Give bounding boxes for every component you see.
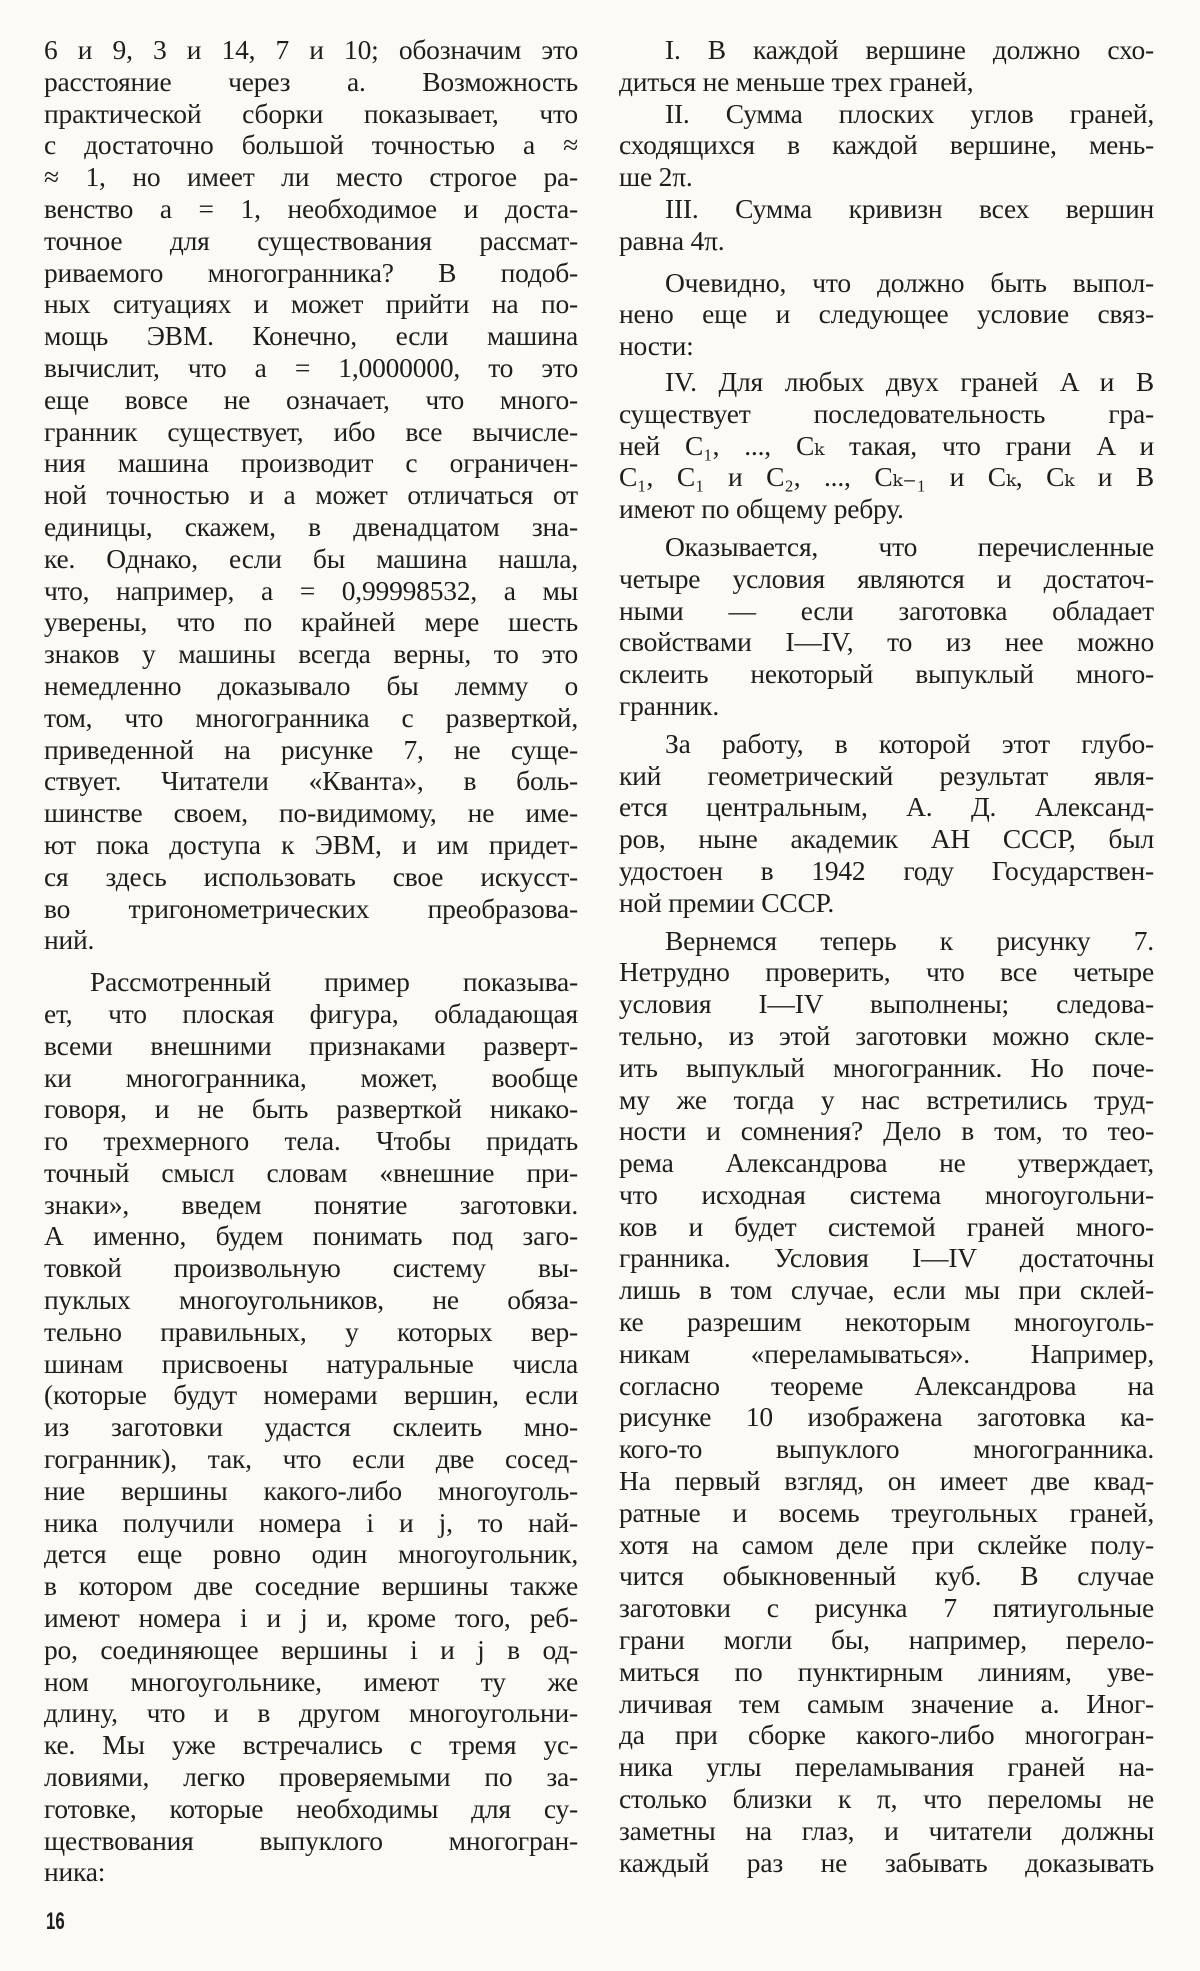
text-line: хотя на самом деле при склейке полу- — [619, 1528, 1154, 1560]
text-line: с достаточно большой точностью a ≈ — [44, 129, 578, 161]
text-line: Очевидно, что должно быть выпол- — [665, 266, 1154, 298]
text-line: ро, соединяющее вершины i и j в од- — [44, 1633, 578, 1665]
text-line: уверены, что по крайней мере шесть — [44, 606, 578, 638]
paragraph — [619, 193, 1154, 257]
text-line: никам «переламываться». Например, — [619, 1337, 1154, 1369]
text-line: заметны на глаз, и читатели должны — [619, 1814, 1154, 1846]
text-line: ными — если заготовка обладает — [619, 594, 1154, 626]
text-line: гранник. — [619, 689, 720, 721]
text-line: ника получили номера i и j, то най- — [44, 1506, 578, 1538]
text-line: диться не меньше трех граней, — [619, 65, 974, 97]
text-line: во тригонометрических преобразова- — [44, 892, 578, 924]
paragraph — [619, 98, 1154, 193]
text-line: заготовки с рисунка 7 пятиугольные — [619, 1592, 1154, 1624]
text-line: дется еще ровно один многоугольник, — [44, 1538, 578, 1570]
text-line: четыре условия являются и достаточ- — [619, 562, 1154, 594]
text-line: ника углы переламывания граней на- — [619, 1751, 1154, 1783]
text-line: 6 и 9, 3 и 14, 7 и 10; обозначим это — [44, 34, 578, 65]
text-line: За работу, в которой этот глубо- — [665, 727, 1154, 759]
text-line: ся здесь использовать свое искусст- — [44, 860, 578, 892]
text-line: практической сборки показывает, что — [44, 97, 578, 129]
text-line: IV. Для любых двух граней A и B — [665, 365, 1154, 397]
text-line: ловиями, легко проверяемыми по за- — [44, 1761, 578, 1793]
text-line: удостоен в 1942 году Государствен- — [619, 854, 1154, 886]
text-line: что исходная система многоугольни- — [619, 1178, 1154, 1210]
text-line: А именно, будем понимать под заго- — [44, 1220, 578, 1252]
text-line: пуклых многоугольников, не обяза- — [44, 1284, 578, 1316]
text-line: Нетрудно проверить, что все четыре — [619, 956, 1154, 988]
text-line: да при сборке какого-либо многогран- — [619, 1719, 1154, 1751]
text-line: ней C₁, ..., Cₖ такая, что грани A и — [619, 429, 1154, 461]
text-line: го трехмерного тела. Чтобы придать — [44, 1125, 578, 1157]
text-line: вычислит, что a = 1,0000000, то это — [44, 351, 578, 383]
text-line: ше 2π. — [619, 161, 693, 193]
text-line: Рассмотренный пример показыва- — [90, 966, 578, 998]
text-line: ника: — [44, 1856, 106, 1888]
text-line: точный смысл словам «внешние при- — [44, 1156, 578, 1188]
text-line: готовке, которые необходимы для су- — [44, 1792, 578, 1824]
text-line: знаков у машины всегда верны, то это — [44, 638, 578, 670]
text-line: гранника. Условия I—IV достаточны — [619, 1242, 1154, 1274]
text-line: лишь в том случае, если мы при склей- — [619, 1274, 1154, 1306]
text-line: ствует. Читатели «Кванта», в боль- — [44, 765, 578, 797]
paragraph — [619, 267, 1154, 362]
text-line: рема Александрова не утверждает, — [619, 1147, 1154, 1179]
right-text-column — [619, 34, 1154, 1878]
text-line: ют пока доступа к ЭВМ, и им придет- — [44, 828, 578, 860]
text-line: существует последовательность гра- — [619, 397, 1154, 429]
paragraph — [619, 34, 1154, 98]
text-line: товкой произвольную систему вы- — [44, 1252, 578, 1284]
text-line: ния машина производит с ограничен- — [44, 447, 578, 479]
text-line: склеить некоторый выпуклый много- — [619, 658, 1154, 690]
text-line: венство a = 1, необходимое и доста- — [44, 192, 578, 224]
text-line: шинам присвоены натуральные числа — [44, 1347, 578, 1379]
text-line: (которые будут номерами вершин, если — [44, 1379, 578, 1411]
text-line: III. Сумма кривизн всех вершин — [665, 192, 1154, 224]
text-line: ной точностью и a может отличаться от — [44, 479, 578, 511]
text-line: согласно теореме Александрова на — [619, 1369, 1154, 1401]
text-line: единицы, скажем, в двенадцатом зна- — [44, 510, 578, 542]
text-line: ратные и восемь треугольных граней, — [619, 1496, 1154, 1528]
paragraph — [619, 728, 1154, 919]
paragraph — [619, 366, 1154, 525]
text-line: кий геометрический результат явля- — [619, 759, 1154, 791]
text-line: мощь ЭВМ. Конечно, если машина — [44, 320, 578, 352]
paragraph — [619, 531, 1154, 722]
text-line: свойствами I—IV, то из нее можно — [619, 626, 1154, 658]
text-line: миться по пунктирным линиям, уве- — [619, 1655, 1154, 1687]
text-line: C₁, C₁ и C₂, ..., Cₖ₋₁ и Cₖ, Cₖ и B — [619, 461, 1154, 493]
text-line: ке. Мы уже встречались с тремя ус- — [44, 1729, 578, 1761]
text-line: из заготовки удастся склеить мно- — [44, 1411, 578, 1443]
text-line: рисунке 10 изображена заготовка ка- — [619, 1401, 1154, 1433]
text-line: чится обыкновенный куб. В случае — [619, 1560, 1154, 1592]
text-line: имеют по общему ребру. — [619, 493, 904, 525]
text-line: На первый взгляд, он имеет две квад- — [619, 1465, 1154, 1497]
text-line: тельно, из этой заготовки можно скле- — [619, 1019, 1154, 1051]
text-line: условия I—IV выполнены; следова- — [619, 988, 1154, 1020]
text-line: что, например, a = 0,99998532, а мы — [44, 574, 578, 606]
text-line: ности и сомнения? Дело в том, то тео- — [619, 1115, 1154, 1147]
text-line: ков и будет системой граней много- — [619, 1210, 1154, 1242]
text-line: том, что многогранника с разверткой, — [44, 701, 578, 733]
text-line: ется центральным, А. Д. Александ- — [619, 791, 1154, 823]
text-line: длину, что и в другом многоугольни- — [44, 1697, 578, 1729]
text-line: столько близки к π, что переломы не — [619, 1783, 1154, 1815]
text-line: тельно правильных, у которых вер- — [44, 1315, 578, 1347]
text-line: ществования выпуклого многогран- — [44, 1824, 578, 1856]
text-line: личивая тем самым значение a. Иног- — [619, 1687, 1154, 1719]
text-line: ки многогранника, может, вообще — [44, 1061, 578, 1093]
text-line: имеют номера i и j и, кроме того, реб- — [44, 1602, 578, 1634]
text-line: расстояние через a. Возможность — [44, 65, 578, 97]
text-line: ≈ 1, но имеет ли место строгое ра- — [44, 161, 578, 193]
text-line: всеми внешними признаками разверт- — [44, 1029, 578, 1061]
left-text-column — [44, 34, 578, 1888]
text-line: ных ситуациях и может прийти на по- — [44, 288, 578, 320]
text-line: точное для существования рассмат- — [44, 224, 578, 256]
text-line: в котором две соседние вершины также — [44, 1570, 578, 1602]
text-line: риваемого многогранника? В подоб- — [44, 256, 578, 288]
text-line: сходящихся в каждой вершине, мень- — [619, 129, 1154, 161]
text-line: Оказывается, что перечисленные — [665, 530, 1154, 562]
paragraph — [619, 925, 1154, 1879]
text-line: ров, ныне академик АН СССР, был — [619, 823, 1154, 855]
text-line: ние вершины какого-либо многоуголь- — [44, 1474, 578, 1506]
text-line: ной премии СССР. — [619, 886, 835, 918]
text-line: говоря, и не быть разверткой никако- — [44, 1093, 578, 1125]
text-line: нено еще и следующее условие связ- — [619, 298, 1154, 330]
text-line: ности: — [619, 330, 694, 362]
text-line: еще вовсе не означает, что много- — [44, 383, 578, 415]
text-line: гранник существует, ибо все вычисле- — [44, 415, 578, 447]
text-line: II. Сумма плоских углов граней, — [665, 97, 1154, 129]
text-line: знаки», введем понятие заготовки. — [44, 1188, 578, 1220]
text-line: приведенной на рисунке 7, не суще- — [44, 733, 578, 765]
text-line: ний. — [44, 924, 95, 956]
text-line: ке разрешим некоторым многоуголь- — [619, 1306, 1154, 1338]
text-line: кого-то выпуклого многогранника. — [619, 1433, 1154, 1465]
text-line: гогранник), так, что если две сосед- — [44, 1443, 578, 1475]
paragraph — [44, 966, 578, 1888]
text-line: ить выпуклый многогранник. Но поче- — [619, 1051, 1154, 1083]
text-line: ном многоугольнике, имеют ту же — [44, 1665, 578, 1697]
text-line: ке. Однако, если бы машина нашла, — [44, 542, 578, 574]
paragraph — [44, 34, 578, 956]
text-line: I. В каждой вершине должно схо- — [665, 34, 1154, 65]
text-line: шинстве своем, по-видимому, не име- — [44, 797, 578, 829]
text-line: Вернемся теперь к рисунку 7. — [665, 924, 1154, 956]
text-line: му же тогда у нас встретились труд- — [619, 1083, 1154, 1115]
text-line: немедленно доказывало бы лемму о — [44, 669, 578, 701]
text-line: грани могли бы, например, перело- — [619, 1624, 1154, 1656]
text-line: равна 4π. — [619, 224, 725, 256]
text-line: ет, что плоская фигура, обладающая — [44, 997, 578, 1029]
text-line: каждый раз не забывать доказывать — [619, 1846, 1154, 1878]
page-number: 16 — [46, 1908, 65, 1935]
